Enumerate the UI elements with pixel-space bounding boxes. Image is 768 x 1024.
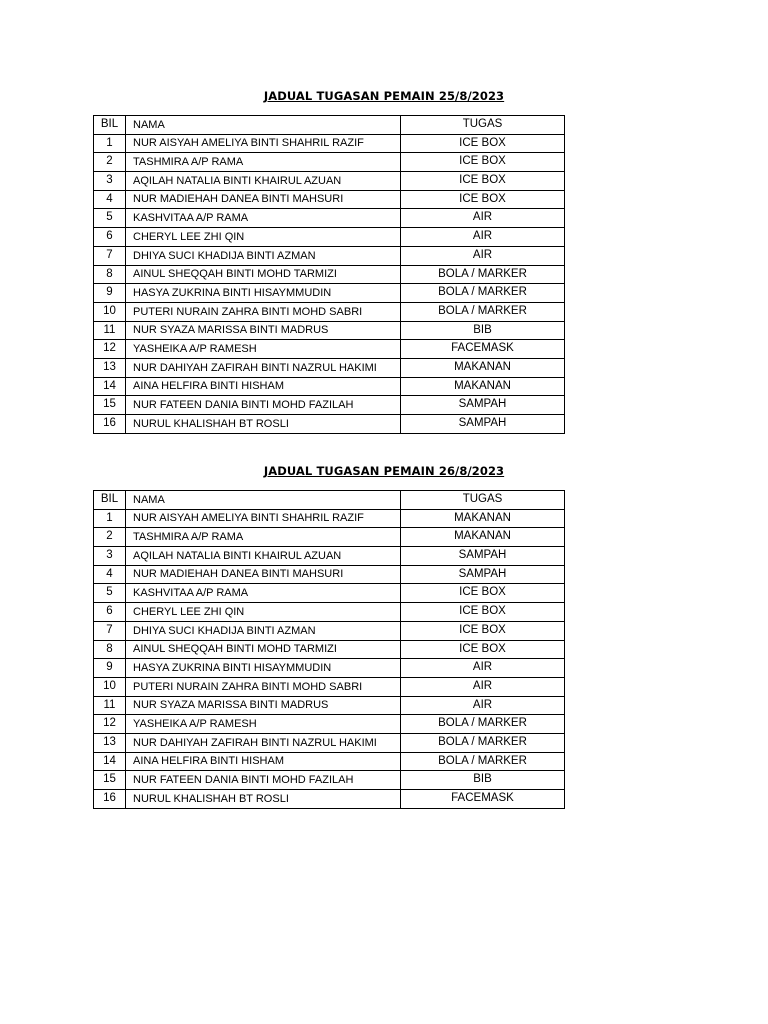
nama-cell: AINUL SHEQQAH BINTI MOHD TARMIZI bbox=[126, 640, 401, 659]
header-bil: BIL bbox=[94, 491, 126, 510]
table-row bbox=[94, 321, 565, 340]
tugas-cell: BOLA / MARKER bbox=[401, 715, 565, 734]
nama-cell: AQILAH NATALIA BINTI KHAIRUL AZUAN bbox=[126, 172, 401, 191]
nama-cell: YASHEIKA A/P RAMESH bbox=[126, 715, 401, 734]
tugas-cell: AIR bbox=[401, 246, 565, 265]
bil-cell: 11 bbox=[94, 321, 126, 340]
bil-cell: 16 bbox=[94, 790, 126, 809]
table-row bbox=[94, 415, 565, 434]
tugas-cell: FACEMASK bbox=[401, 340, 565, 359]
table-row bbox=[94, 153, 565, 172]
nama-cell: AINUL SHEQQAH BINTI MOHD TARMIZI bbox=[126, 265, 401, 284]
tugas-cell: BOLA / MARKER bbox=[401, 284, 565, 303]
bil-cell: 1 bbox=[94, 134, 126, 153]
header-nama: NAMA bbox=[126, 116, 401, 135]
tugas-cell: ICE BOX bbox=[401, 584, 565, 603]
table-row bbox=[94, 284, 565, 303]
tugas-cell: ICE BOX bbox=[401, 190, 565, 209]
bil-cell: 7 bbox=[94, 621, 126, 640]
table-row bbox=[94, 565, 565, 584]
nama-cell: CHERYL LEE ZHI QIN bbox=[126, 603, 401, 622]
nama-cell: NURUL KHALISHAH BT ROSLI bbox=[126, 415, 401, 434]
nama-cell: AINA HELFIRA BINTI HISHAM bbox=[126, 752, 401, 771]
tugas-cell: BOLA / MARKER bbox=[401, 302, 565, 321]
tugas-cell: ICE BOX bbox=[401, 640, 565, 659]
tugas-cell: BIB bbox=[401, 321, 565, 340]
nama-cell: KASHVITAA A/P RAMA bbox=[126, 209, 401, 228]
tugas-cell: MAKANAN bbox=[401, 528, 565, 547]
table-row bbox=[94, 528, 565, 547]
tugas-cell: ICE BOX bbox=[401, 153, 565, 172]
bil-cell: 14 bbox=[94, 377, 126, 396]
tugas-cell: AIR bbox=[401, 209, 565, 228]
nama-cell: NUR MADIEHAH DANEA BINTI MAHSURI bbox=[126, 565, 401, 584]
bil-cell: 15 bbox=[94, 771, 126, 790]
tugas-cell: AIR bbox=[401, 696, 565, 715]
bil-cell: 1 bbox=[94, 509, 126, 528]
bil-cell: 3 bbox=[94, 547, 126, 566]
header-bil: BIL bbox=[94, 116, 126, 135]
nama-cell: DHIYA SUCI KHADIJA BINTI AZMAN bbox=[126, 621, 401, 640]
nama-cell: YASHEIKA A/P RAMESH bbox=[126, 340, 401, 359]
nama-cell: HASYA ZUKRINA BINTI HISAYMMUDIN bbox=[126, 659, 401, 678]
table-row bbox=[94, 603, 565, 622]
bil-cell: 10 bbox=[94, 677, 126, 696]
nama-cell: NUR DAHIYAH ZAFIRAH BINTI NAZRUL HAKIMI bbox=[126, 733, 401, 752]
table-row bbox=[94, 677, 565, 696]
bil-cell: 8 bbox=[94, 265, 126, 284]
tugas-cell: BOLA / MARKER bbox=[401, 733, 565, 752]
nama-cell: CHERYL LEE ZHI QIN bbox=[126, 228, 401, 247]
nama-cell: NUR FATEEN DANIA BINTI MOHD FAZILAH bbox=[126, 396, 401, 415]
table-header-row bbox=[94, 491, 565, 510]
tugas-cell: ICE BOX bbox=[401, 172, 565, 191]
table-row bbox=[94, 790, 565, 809]
tugas-cell: BOLA / MARKER bbox=[401, 265, 565, 284]
bil-cell: 13 bbox=[94, 733, 126, 752]
table-row bbox=[94, 733, 565, 752]
table-row bbox=[94, 396, 565, 415]
table-row bbox=[94, 696, 565, 715]
tugas-cell: BIB bbox=[401, 771, 565, 790]
tugas-cell: BOLA / MARKER bbox=[401, 752, 565, 771]
tugas-cell: SAMPAH bbox=[401, 415, 565, 434]
bil-cell: 3 bbox=[94, 172, 126, 191]
bil-cell: 10 bbox=[94, 302, 126, 321]
table-row bbox=[94, 190, 565, 209]
nama-cell: HASYA ZUKRINA BINTI HISAYMMUDIN bbox=[126, 284, 401, 303]
table-row bbox=[94, 209, 565, 228]
nama-cell: NUR AISYAH AMELIYA BINTI SHAHRIL RAZIF bbox=[126, 509, 401, 528]
table-row bbox=[94, 621, 565, 640]
table-row bbox=[94, 715, 565, 734]
table-title: JADUAL TUGASAN PEMAIN 26/8/2023 bbox=[263, 464, 505, 478]
table-row bbox=[94, 659, 565, 678]
table-row bbox=[94, 640, 565, 659]
header-nama: NAMA bbox=[126, 491, 401, 510]
table-row bbox=[94, 377, 565, 396]
bil-cell: 2 bbox=[94, 528, 126, 547]
tugas-cell: ICE BOX bbox=[401, 603, 565, 622]
tugas-cell: SAMPAH bbox=[401, 565, 565, 584]
header-tugas: TUGAS bbox=[401, 116, 565, 135]
nama-cell: AQILAH NATALIA BINTI KHAIRUL AZUAN bbox=[126, 547, 401, 566]
nama-cell: NUR SYAZA MARISSA BINTI MADRUS bbox=[126, 321, 401, 340]
table-row bbox=[94, 302, 565, 321]
nama-cell: DHIYA SUCI KHADIJA BINTI AZMAN bbox=[126, 246, 401, 265]
bil-cell: 6 bbox=[94, 228, 126, 247]
tugas-cell: ICE BOX bbox=[401, 621, 565, 640]
nama-cell: NUR MADIEHAH DANEA BINTI MAHSURI bbox=[126, 190, 401, 209]
table-row bbox=[94, 134, 565, 153]
bil-cell: 5 bbox=[94, 209, 126, 228]
tugas-cell: AIR bbox=[401, 677, 565, 696]
bil-cell: 6 bbox=[94, 603, 126, 622]
nama-cell: NURUL KHALISHAH BT ROSLI bbox=[126, 790, 401, 809]
nama-cell: NUR FATEEN DANIA BINTI MOHD FAZILAH bbox=[126, 771, 401, 790]
bil-cell: 13 bbox=[94, 358, 126, 377]
nama-cell: TASHMIRA A/P RAMA bbox=[126, 528, 401, 547]
nama-cell: PUTERI NURAIN ZAHRA BINTI MOHD SABRI bbox=[126, 677, 401, 696]
table-row bbox=[94, 358, 565, 377]
table-row bbox=[94, 265, 565, 284]
bil-cell: 16 bbox=[94, 415, 126, 434]
tugas-cell: AIR bbox=[401, 659, 565, 678]
nama-cell: NUR DAHIYAH ZAFIRAH BINTI NAZRUL HAKIMI bbox=[126, 358, 401, 377]
tugas-cell: MAKANAN bbox=[401, 509, 565, 528]
table-row bbox=[94, 246, 565, 265]
table-row bbox=[94, 228, 565, 247]
tugas-cell: FACEMASK bbox=[401, 790, 565, 809]
table-row bbox=[94, 752, 565, 771]
bil-cell: 4 bbox=[94, 565, 126, 584]
nama-cell: AINA HELFIRA BINTI HISHAM bbox=[126, 377, 401, 396]
table-header-row bbox=[94, 116, 565, 135]
bil-cell: 9 bbox=[94, 284, 126, 303]
bil-cell: 11 bbox=[94, 696, 126, 715]
bil-cell: 8 bbox=[94, 640, 126, 659]
bil-cell: 14 bbox=[94, 752, 126, 771]
tugas-cell: MAKANAN bbox=[401, 358, 565, 377]
tugas-cell: AIR bbox=[401, 228, 565, 247]
nama-cell: KASHVITAA A/P RAMA bbox=[126, 584, 401, 603]
bil-cell: 4 bbox=[94, 190, 126, 209]
table-row bbox=[94, 584, 565, 603]
table-row bbox=[94, 547, 565, 566]
table-row bbox=[94, 172, 565, 191]
header-tugas: TUGAS bbox=[401, 491, 565, 510]
bil-cell: 12 bbox=[94, 340, 126, 359]
nama-cell: TASHMIRA A/P RAMA bbox=[126, 153, 401, 172]
table-title: JADUAL TUGASAN PEMAIN 25/8/2023 bbox=[263, 89, 505, 103]
duty-table-1 bbox=[93, 115, 565, 434]
tugas-cell: SAMPAH bbox=[401, 547, 565, 566]
table-row bbox=[94, 771, 565, 790]
tugas-cell: MAKANAN bbox=[401, 377, 565, 396]
nama-cell: NUR SYAZA MARISSA BINTI MADRUS bbox=[126, 696, 401, 715]
table-row bbox=[94, 509, 565, 528]
bil-cell: 7 bbox=[94, 246, 126, 265]
nama-cell: NUR AISYAH AMELIYA BINTI SHAHRIL RAZIF bbox=[126, 134, 401, 153]
bil-cell: 2 bbox=[94, 153, 126, 172]
table-row bbox=[94, 340, 565, 359]
bil-cell: 12 bbox=[94, 715, 126, 734]
tugas-cell: SAMPAH bbox=[401, 396, 565, 415]
duty-table-2 bbox=[93, 490, 565, 809]
bil-cell: 15 bbox=[94, 396, 126, 415]
tugas-cell: ICE BOX bbox=[401, 134, 565, 153]
bil-cell: 5 bbox=[94, 584, 126, 603]
nama-cell: PUTERI NURAIN ZAHRA BINTI MOHD SABRI bbox=[126, 302, 401, 321]
bil-cell: 9 bbox=[94, 659, 126, 678]
